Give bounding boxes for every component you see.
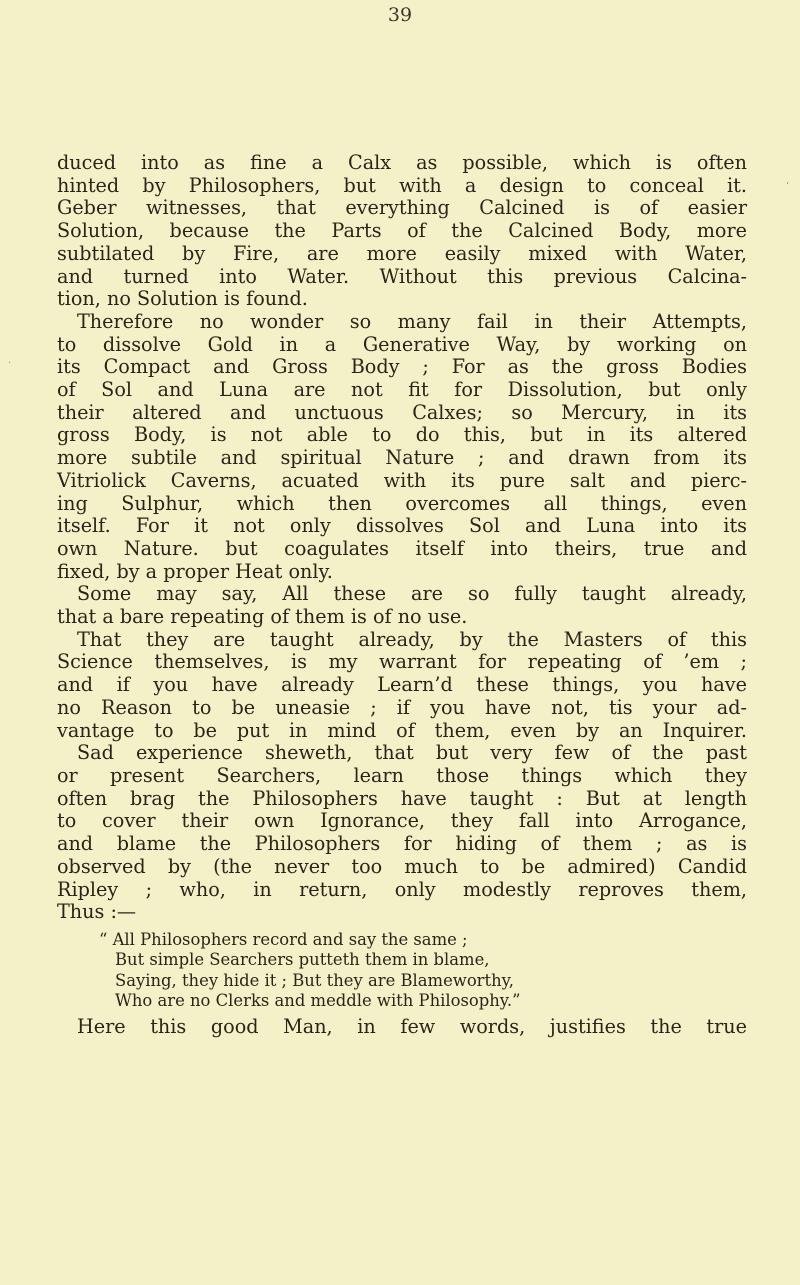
text-line: duced into as fine a Calx as possible, which is often [57,151,747,174]
poem-line: But simple Searchers putteth them in blame, [115,950,490,970]
text-line: Therefore no wonder so many fail in their Attempts, [77,309,747,333]
text-line: tion, no Solution is found. [57,287,308,311]
poem-line: Who are no Clerks and meddle with Philosophy.” [115,991,521,1011]
text-line: ing Sulphur, which then overcomes all things, even [57,491,747,515]
paragraph [57,311,747,583]
text-line: that a bare repeating of them is of no use. [57,605,468,629]
text-line: and if you have already Learn’d these things, you have [57,673,747,697]
paragraph [57,1016,747,1039]
text-line: Science themselves, is my warrant for repeating of ’em ; [57,650,747,674]
text-line: itself. For it not only dissolves Sol and Luna into its [57,514,747,538]
text-line: subtilated by Fire, are more easily mixed with Water, [57,241,747,265]
text-line: and blame the Philosophers for hiding of them ; as is [57,832,747,856]
text-line: no Reason to be uneasie ; if you have not, tis your ad- [57,695,747,719]
paragraph [57,742,747,924]
text-line: Here this good Man, in few words, justifies the true [77,1014,747,1038]
text-line: vantage to be put in mind of them, even by an Inquirer. [57,718,747,742]
margin-mark: · [8,358,12,369]
text-line: hinted by Philosophers, but with a design to conceal it. [57,173,747,197]
text-line: Some may say, All these are so fully taught already, [77,582,747,606]
text-line: their altered and unctuous Calxes; so Mercury, in its [57,400,747,424]
text-line: own Nature. but coagulates itself into theirs, true and [57,536,747,560]
text-line: to cover their own Ignorance, they fall into Arrogance, [57,809,747,833]
poem-line: “ All Philosophers record and say the same ; [99,929,468,949]
text-line: and turned into Water. Without this previous Calcina- [57,264,747,288]
text-line: That they are taught already, by the Masters of this [77,627,747,651]
poem-line: Saying, they hide it ; But they are Blameworthy, [115,970,514,990]
page-number: 39 [387,4,413,26]
block-quote-poem [57,930,747,1012]
text-line: often brag the Philosophers have taught : But at length [57,786,747,810]
text-line: Thus :— [57,900,137,924]
text-line: Solution, because the Parts of the Calcined Body, more [57,219,747,243]
paragraph [57,583,747,628]
text-line: or present Searchers, learn those things which they [57,763,747,787]
text-line: of Sol and Luna are not fit for Dissolution, but only [57,378,747,402]
text-line: observed by (the never too much to be admired) Candid [57,854,747,878]
text-line: more subtile and spiritual Nature ; and drawn from its [57,446,747,470]
paragraph [57,152,747,311]
text-line: gross Body, is not able to do this, but in its altered [57,423,747,447]
margin-mark: ‘ [786,181,790,192]
text-line: to dissolve Gold in a Generative Way, by working on [57,332,747,356]
text-line: Geber witnesses, that everything Calcined is of easier [57,196,747,220]
text-line: Ripley ; who, in return, only modestly reproves them, [57,877,747,901]
text-line: its Compact and Gross Body ; For as the gross Bodies [57,355,747,379]
text-line: Sad experience sheweth, that but very few of the past [77,741,747,765]
text-line: fixed, by a proper Heat only. [57,559,333,583]
paragraph [57,629,747,743]
text-line: Vitriolick Caverns, acuated with its pure salt and pierc- [57,468,747,492]
body-text [57,152,747,1039]
